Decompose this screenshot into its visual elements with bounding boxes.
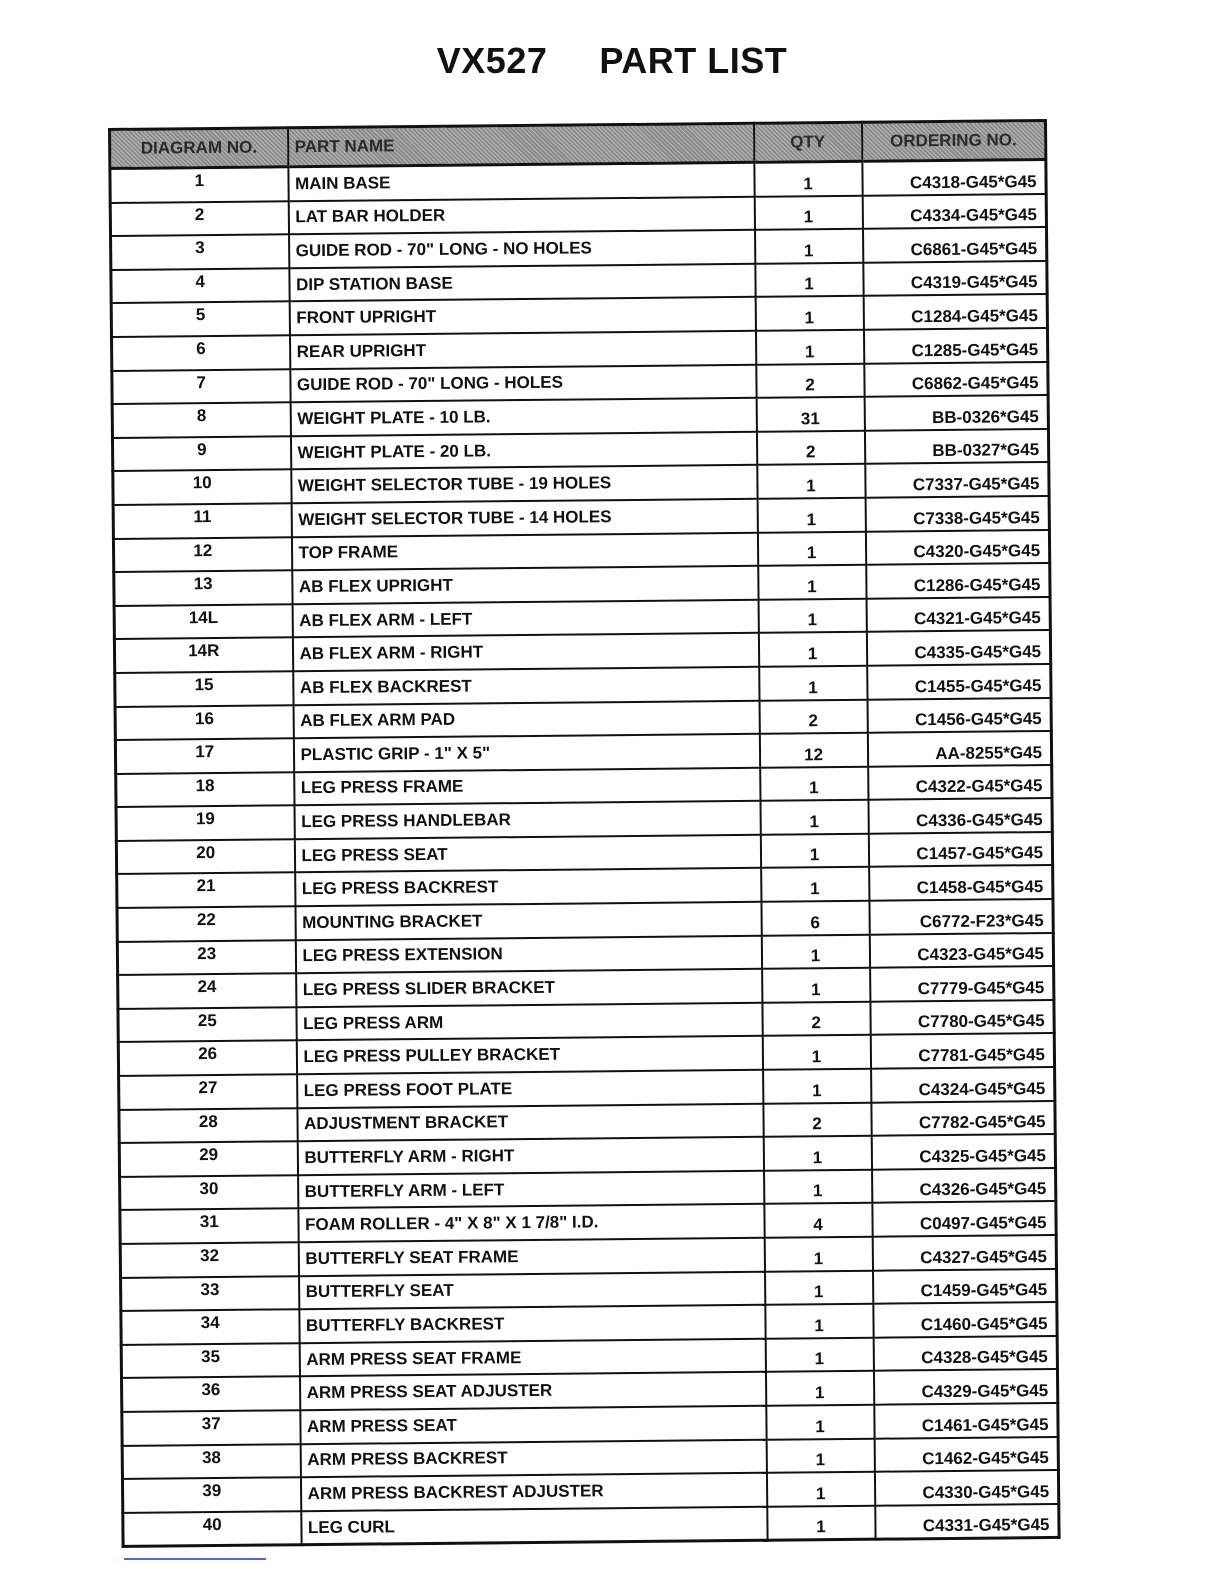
ordering-no-cell: C4335-G45*G45 — [866, 630, 1050, 665]
qty-cell: 2 — [756, 363, 864, 398]
qty-cell: 1 — [765, 1337, 873, 1372]
ordering-no-cell: C4325-G45*G45 — [871, 1134, 1055, 1169]
ordering-no-cell: C4319-G45*G45 — [863, 261, 1047, 296]
page-title — [0, 40, 1224, 82]
diagram-no-cell: 34 — [121, 1309, 299, 1344]
ordering-no-cell: C4328-G45*G45 — [873, 1336, 1057, 1371]
part-name-cell: AB FLEX ARM PAD — [293, 700, 759, 738]
title-text: PART LIST — [599, 40, 788, 81]
diagram-no-cell: 36 — [122, 1377, 300, 1412]
part-name-cell: BUTTERFLY ARM - LEFT — [298, 1171, 764, 1209]
ordering-no-cell: C1285-G45*G45 — [863, 328, 1047, 363]
qty-cell: 1 — [763, 1069, 871, 1104]
ordering-no-cell: C4324-G45*G45 — [871, 1067, 1055, 1102]
qty-cell: 1 — [765, 1304, 873, 1339]
part-name-cell: TOP FRAME — [291, 532, 757, 570]
diagram-no-cell: 10 — [113, 470, 291, 505]
ordering-no-cell: C4331-G45*G45 — [875, 1504, 1059, 1540]
qty-cell: 2 — [759, 699, 867, 734]
header-qty: QTY — [753, 122, 861, 162]
ordering-no-cell: C7338-G45*G45 — [865, 496, 1049, 531]
diagram-no-cell: 16 — [115, 705, 293, 740]
ordering-no-cell: C4323-G45*G45 — [869, 933, 1053, 968]
ordering-no-cell: C4320-G45*G45 — [865, 530, 1049, 565]
part-name-cell: GUIDE ROD - 70" LONG - NO HOLES — [289, 230, 755, 268]
diagram-no-cell: 31 — [120, 1209, 298, 1244]
part-name-cell: LEG PRESS SEAT — [294, 835, 760, 873]
part-name-cell: REAR UPRIGHT — [289, 331, 755, 369]
part-name-cell: LEG PRESS EXTENSION — [295, 935, 761, 973]
qty-cell: 1 — [754, 161, 862, 196]
diagram-no-cell: 21 — [117, 873, 295, 908]
ordering-no-cell: C4336-G45*G45 — [868, 798, 1052, 833]
qty-cell: 2 — [756, 431, 864, 466]
qty-cell: 31 — [756, 397, 864, 432]
part-name-cell: ARM PRESS SEAT ADJUSTER — [299, 1372, 765, 1410]
diagram-no-cell: 25 — [118, 1007, 296, 1042]
part-name-cell: AB FLEX BACKREST — [293, 667, 759, 705]
part-name-cell: LEG CURL — [301, 1506, 767, 1545]
qty-cell: 1 — [767, 1505, 875, 1540]
diagram-no-cell: 27 — [119, 1074, 297, 1109]
diagram-no-cell: 33 — [121, 1276, 299, 1311]
ordering-no-cell: C4321-G45*G45 — [866, 597, 1050, 632]
ordering-no-cell: C6772-F23*G45 — [869, 899, 1053, 934]
part-name-cell: ARM PRESS SEAT FRAME — [299, 1339, 765, 1377]
part-name-cell: ARM PRESS BACKREST — [300, 1439, 766, 1477]
part-name-cell: BUTTERFLY SEAT FRAME — [298, 1238, 764, 1276]
part-name-cell: LEG PRESS BACKREST — [295, 868, 761, 906]
ordering-no-cell: C4326-G45*G45 — [872, 1168, 1056, 1203]
qty-cell: 12 — [759, 733, 867, 768]
diagram-no-cell: 30 — [120, 1175, 298, 1210]
diagram-no-cell: 5 — [111, 302, 289, 337]
ordering-no-cell: C4322-G45*G45 — [868, 765, 1052, 800]
ordering-no-cell: C6861-G45*G45 — [863, 227, 1047, 262]
ordering-no-cell: C4330-G45*G45 — [874, 1470, 1058, 1505]
qty-cell: 1 — [755, 296, 863, 331]
ordering-no-cell: C1286-G45*G45 — [866, 563, 1050, 598]
diagram-no-cell: 3 — [111, 234, 289, 269]
ordering-no-cell: C7779-G45*G45 — [870, 966, 1054, 1001]
part-name-cell: MAIN BASE — [288, 162, 754, 201]
qty-cell: 1 — [761, 934, 869, 969]
qty-cell: 1 — [758, 565, 866, 600]
part-name-cell: LEG PRESS FRAME — [294, 767, 760, 805]
part-name-cell: BUTTERFLY ARM - RIGHT — [297, 1137, 763, 1175]
qty-cell: 1 — [764, 1170, 872, 1205]
parts-table-body — [110, 159, 1059, 1546]
diagram-no-cell: 29 — [119, 1141, 297, 1176]
qty-cell: 1 — [765, 1270, 873, 1305]
diagram-no-cell: 35 — [121, 1343, 299, 1378]
ordering-no-cell: C1462-G45*G45 — [874, 1437, 1058, 1472]
ordering-no-cell: C7780-G45*G45 — [870, 1000, 1054, 1035]
part-name-cell: WEIGHT PLATE - 20 LB. — [290, 432, 756, 470]
qty-cell: 6 — [761, 901, 869, 936]
ordering-no-cell: C1456-G45*G45 — [867, 697, 1051, 732]
diagram-no-cell: 14L — [114, 604, 292, 639]
diagram-no-cell: 20 — [116, 839, 294, 874]
part-name-cell: FOAM ROLLER - 4" X 8" X 1 7/8" I.D. — [298, 1204, 764, 1242]
ordering-no-cell: C7337-G45*G45 — [865, 462, 1049, 497]
diagram-no-cell: 26 — [118, 1041, 296, 1076]
qty-cell: 1 — [760, 800, 868, 835]
diagram-no-cell: 19 — [116, 806, 294, 841]
footer-rule — [124, 1558, 266, 1560]
qty-cell: 1 — [762, 1035, 870, 1070]
ordering-no-cell: C1459-G45*G45 — [873, 1269, 1057, 1304]
parts-table — [108, 119, 1061, 1548]
diagram-no-cell: 32 — [120, 1242, 298, 1277]
ordering-no-cell: AA-8255*G45 — [867, 731, 1051, 766]
diagram-no-cell: 17 — [115, 738, 293, 773]
ordering-no-cell: C4327-G45*G45 — [872, 1235, 1056, 1270]
ordering-no-cell: C1284-G45*G45 — [863, 294, 1047, 329]
qty-cell: 1 — [765, 1371, 873, 1406]
part-name-cell: ADJUSTMENT BRACKET — [297, 1103, 763, 1141]
qty-cell: 1 — [766, 1405, 874, 1440]
diagram-no-cell: 6 — [112, 335, 290, 370]
part-name-cell: FRONT UPRIGHT — [289, 297, 755, 335]
qty-cell: 1 — [755, 330, 863, 365]
diagram-no-cell: 24 — [118, 973, 296, 1008]
diagram-no-cell: 38 — [122, 1444, 300, 1479]
qty-cell: 2 — [763, 1102, 871, 1137]
ordering-no-cell: C0497-G45*G45 — [872, 1201, 1056, 1236]
header-diagram-no: DIAGRAM NO. — [110, 128, 288, 169]
ordering-no-cell: C1460-G45*G45 — [873, 1302, 1057, 1337]
part-name-cell: LEG PRESS SLIDER BRACKET — [296, 969, 762, 1007]
qty-cell: 1 — [761, 867, 869, 902]
part-name-cell: LEG PRESS FOOT PLATE — [297, 1070, 763, 1108]
diagram-no-cell: 13 — [114, 570, 292, 605]
diagram-no-cell: 28 — [119, 1108, 297, 1143]
parts-sheet — [108, 119, 1058, 1548]
qty-cell: 1 — [762, 968, 870, 1003]
diagram-no-cell: 22 — [117, 906, 295, 941]
part-name-cell: LEG PRESS ARM — [296, 1003, 762, 1041]
qty-cell: 1 — [766, 1472, 874, 1507]
diagram-no-cell: 4 — [111, 268, 289, 303]
diagram-no-cell: 39 — [122, 1477, 300, 1512]
header-ordering-no: ORDERING NO. — [861, 121, 1045, 162]
qty-cell: 1 — [754, 195, 862, 230]
ordering-no-cell: C4318-G45*G45 — [862, 159, 1046, 195]
part-name-cell: LEG PRESS PULLEY BRACKET — [296, 1036, 762, 1074]
ordering-no-cell: C1458-G45*G45 — [869, 865, 1053, 900]
qty-cell: 4 — [764, 1203, 872, 1238]
qty-cell: 1 — [758, 598, 866, 633]
qty-cell: 1 — [757, 498, 865, 533]
qty-cell: 1 — [760, 766, 868, 801]
ordering-no-cell: C7781-G45*G45 — [870, 1033, 1054, 1068]
diagram-no-cell: 37 — [122, 1410, 300, 1445]
diagram-no-cell: 9 — [112, 436, 290, 471]
qty-cell: 1 — [760, 834, 868, 869]
qty-cell: 1 — [758, 632, 866, 667]
ordering-no-cell: C1455-G45*G45 — [867, 664, 1051, 699]
part-name-cell: GUIDE ROD - 70" LONG - HOLES — [290, 364, 756, 402]
diagram-no-cell: 15 — [115, 671, 293, 706]
part-name-cell: LEG PRESS HANDLEBAR — [294, 801, 760, 839]
ordering-no-cell: C4334-G45*G45 — [862, 194, 1046, 229]
qty-cell: 1 — [755, 229, 863, 264]
part-name-cell: BUTTERFLY BACKREST — [299, 1305, 765, 1343]
diagram-no-cell: 11 — [113, 503, 291, 538]
ordering-no-cell: BB-0326*G45 — [864, 395, 1048, 430]
diagram-no-cell: 12 — [113, 537, 291, 572]
qty-cell: 2 — [762, 1002, 870, 1037]
diagram-no-cell: 23 — [117, 940, 295, 975]
ordering-no-cell: C4329-G45*G45 — [873, 1369, 1057, 1404]
part-name-cell: ARM PRESS BACKREST ADJUSTER — [300, 1473, 766, 1511]
qty-cell: 1 — [763, 1136, 871, 1171]
ordering-no-cell: C6862-G45*G45 — [864, 362, 1048, 397]
qty-cell: 1 — [766, 1438, 874, 1473]
qty-cell: 1 — [757, 531, 865, 566]
diagram-no-cell: 1 — [110, 167, 288, 203]
diagram-no-cell: 40 — [123, 1511, 301, 1547]
part-name-cell: WEIGHT PLATE - 10 LB. — [290, 398, 756, 436]
qty-cell: 1 — [755, 263, 863, 298]
part-name-cell: AB FLEX ARM - RIGHT — [292, 633, 758, 671]
diagram-no-cell: 7 — [112, 369, 290, 404]
part-name-cell: WEIGHT SELECTOR TUBE - 19 HOLES — [291, 465, 757, 503]
part-name-cell: AB FLEX UPRIGHT — [292, 566, 758, 604]
diagram-no-cell: 8 — [112, 402, 290, 437]
part-name-cell: AB FLEX ARM - LEFT — [292, 600, 758, 638]
diagram-no-cell: 2 — [110, 201, 288, 236]
part-name-cell: PLASTIC GRIP - 1" X 5" — [293, 734, 759, 772]
ordering-no-cell: C7782-G45*G45 — [871, 1101, 1055, 1136]
model-number: VX527 — [436, 40, 548, 81]
diagram-no-cell: 14R — [114, 638, 292, 673]
qty-cell: 1 — [764, 1237, 872, 1272]
header-part-name: PART NAME — [288, 123, 754, 166]
part-name-cell: DIP STATION BASE — [289, 264, 755, 302]
ordering-no-cell: C1457-G45*G45 — [868, 832, 1052, 867]
ordering-no-cell: C1461-G45*G45 — [874, 1403, 1058, 1438]
qty-cell: 1 — [759, 666, 867, 701]
ordering-no-cell: BB-0327*G45 — [864, 429, 1048, 464]
diagram-no-cell: 18 — [116, 772, 294, 807]
part-name-cell: BUTTERFLY SEAT — [299, 1271, 765, 1309]
part-name-cell: MOUNTING BRACKET — [295, 902, 761, 940]
qty-cell: 1 — [757, 464, 865, 499]
part-name-cell: ARM PRESS SEAT — [300, 1406, 766, 1444]
part-name-cell: LAT BAR HOLDER — [288, 196, 754, 234]
part-name-cell: WEIGHT SELECTOR TUBE - 14 HOLES — [291, 499, 757, 537]
